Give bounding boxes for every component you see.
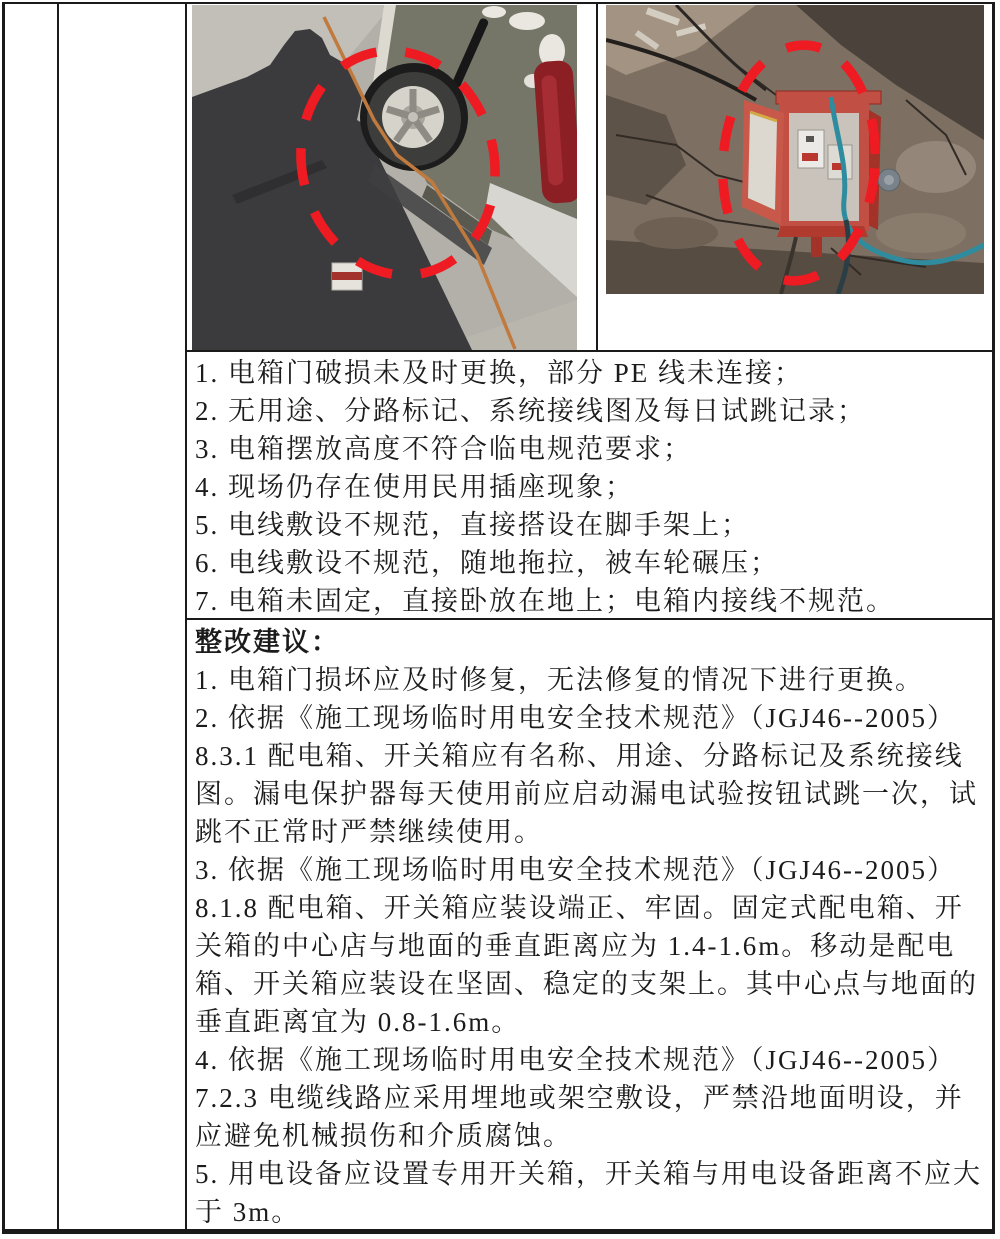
cigarette-box: [332, 263, 362, 290]
suggestion-line: 箱、开关箱应装设在坚固、稳定的支架上。其中心点与地面的: [195, 969, 978, 999]
suggestion-line: 5. 用电设备应设置专用开关箱，开关箱与用电设备距离不应大: [195, 1159, 982, 1189]
table-column-content: [187, 4, 992, 1229]
issue-line: 3. 电箱摆放高度不符合临电规范要求；: [195, 434, 692, 464]
inspection-table: [2, 2, 995, 1234]
suggestion-line: 4. 依据《施工现场临时用电安全技术规范》（JGJ46--2005）: [195, 1045, 956, 1075]
suggestion-line: 7.2.3 电缆线路应采用埋地或架空敷设，严禁沿地面明设，并: [195, 1083, 964, 1113]
breaker: [798, 130, 824, 168]
suggestion-line: 应避免机械损伤和介质腐蚀。: [195, 1121, 572, 1151]
door-paper: [748, 112, 777, 210]
photo-cell-left: [187, 4, 598, 350]
issues-section: [187, 352, 992, 620]
suggestion-line: 跳不正常时严禁继续使用。: [195, 817, 543, 847]
issue-line: 7. 电箱未固定，直接卧放在地上；电箱内接线不规范。: [195, 586, 895, 616]
issue-line: 1. 电箱门破损未及时更换，部分 PE 线未连接；: [195, 358, 804, 388]
table-column-empty-1: [5, 4, 59, 1229]
suggestion-line: 8.1.8 配电箱、开关箱应装设端正、牢固。固定式配电箱、开: [195, 893, 964, 923]
suggestion-line: 图。漏电保护器每天使用前应启动漏电试验按钮试跳一次，试: [195, 779, 978, 809]
photo-cell-right: [598, 4, 992, 350]
issue-line: 6. 电线敷设不规范，随地拖拉，被车轮碾压；: [195, 548, 779, 578]
issue-line: 4. 现场仍存在使用民用插座现象；: [195, 472, 634, 502]
photo-distribution-box-on-ground: [606, 5, 984, 294]
suggestion-line: 2. 依据《施工现场临时用电安全技术规范》（JGJ46--2005）: [195, 703, 956, 733]
suggestion-line: 关箱的中心店与地面的垂直距离应为 1.4-1.6m。移动是配电: [195, 931, 956, 961]
suggestion-line: 于 3m。: [195, 1197, 301, 1227]
table-column-empty-2: [59, 4, 187, 1229]
suggestion-line: 垂直距离宜为 0.8-1.6m。: [195, 1007, 521, 1037]
photo-van-wheel-on-cable: [192, 5, 577, 350]
issue-line: 5. 电线敷设不规范，直接搭设在脚手架上；: [195, 510, 750, 540]
suggestion-line: 3. 依据《施工现场临时用电安全技术规范》（JGJ46--2005）: [195, 855, 956, 885]
issue-line: 2. 无用途、分路标记、系统接线图及每日试跳记录；: [195, 396, 866, 426]
suggestion-line: 8.3.1 配电箱、开关箱应有名称、用途、分路标记及系统接线: [195, 741, 964, 771]
suggestion-line: 1. 电箱门损坏应及时修复，无法修复的情况下进行更换。: [195, 665, 924, 695]
photos-row: [187, 4, 992, 352]
suggestions-section: [187, 620, 992, 1229]
suggestions-title: 整改建议：: [195, 627, 340, 657]
